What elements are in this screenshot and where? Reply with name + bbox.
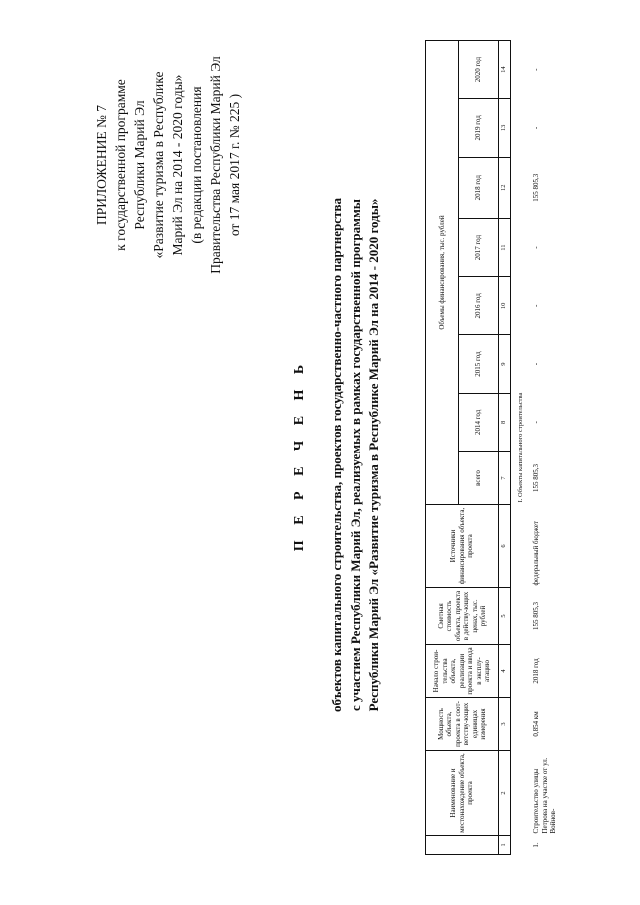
- appendix-line: к государственной программе: [113, 79, 128, 251]
- header-index: [426, 836, 499, 855]
- column-number: 1: [499, 836, 511, 855]
- section-row: [510, 41, 526, 855]
- row-year-value: -: [532, 304, 540, 308]
- header-total: всего: [459, 452, 499, 505]
- column-number: 13: [499, 99, 511, 157]
- header-capacity: Мощность объекта, проекта в соот-ветству-ющих единицах измерения: [426, 698, 499, 751]
- row-year-value: -: [532, 126, 540, 130]
- appendix-line: от 17 мая 2017 г. № 225 ): [227, 93, 242, 237]
- header-source: Источники финансирования объекта, проекта: [426, 505, 499, 588]
- column-number: 5: [499, 588, 511, 645]
- section-title: I. Объекты капитального строительства: [516, 392, 524, 503]
- header-year: 2014 год: [459, 393, 499, 451]
- column-number: 10: [499, 277, 511, 335]
- header-year: 2018 год: [459, 157, 499, 218]
- column-number: 4: [499, 645, 511, 698]
- header-year: 2019 год: [459, 99, 499, 157]
- column-number: 12: [499, 157, 511, 218]
- table-header-row: [426, 41, 459, 855]
- row-year-value: 155 805,3: [532, 173, 540, 202]
- appendix-line: Республики Марий Эл: [132, 100, 147, 230]
- column-number: 2: [499, 751, 511, 836]
- row-year-value: -: [532, 421, 540, 424]
- header-year: 2015 год: [459, 335, 499, 393]
- row-capacity: 0,854 км: [532, 711, 540, 737]
- row-cost: 155 805,3: [532, 602, 540, 630]
- header-funding: Объемы финансирования, тыс. рублей: [426, 41, 459, 505]
- subtitle-line: Республики Марий Эл «Развитие туризма в Республике Марий Эл на 2014 - 2020 годы»: [366, 198, 381, 712]
- row-year-value: -: [532, 362, 540, 366]
- subtitle-line: с участием Республики Марий Эл, реализуемых в рамках государственной программы: [347, 199, 363, 711]
- column-number: 3: [499, 698, 511, 751]
- row-year-value: -: [532, 246, 540, 249]
- row-name: Строительство улицы Петрова на участке от ул. Войнов-: [532, 757, 557, 834]
- column-number: 11: [499, 219, 511, 277]
- column-number: 7: [499, 452, 511, 505]
- appendix-line: Правительства Республики Марий Эл: [208, 56, 223, 274]
- header-year: 2016 год: [459, 277, 499, 335]
- appendix-line: «Развитие туризма в Республике: [151, 71, 166, 259]
- column-number-row: [499, 41, 511, 855]
- row-source: федеральный бюджет: [532, 521, 540, 586]
- document-title-block: [292, 125, 384, 785]
- row-start: 2018 год: [532, 658, 540, 684]
- appendix-line: (в редакции постановления: [189, 86, 204, 244]
- appendix-line: ПРИЛОЖЕНИЕ № 7: [94, 104, 109, 226]
- header-name: Наименование и местонахождение объекта, проекта: [426, 751, 499, 836]
- table-row: [526, 41, 559, 855]
- document-title: П Е Р Е Ч Е Н Ь: [292, 358, 307, 552]
- column-number: 9: [499, 335, 511, 393]
- row-total: 155 805,3: [532, 464, 540, 492]
- header-start: Начало строи-тельства объекта, реализации проекта и ввода в эксплу-атацию: [426, 645, 499, 698]
- objects-table: [425, 40, 559, 855]
- row-year-value: -: [532, 68, 540, 71]
- row-number: 1.: [532, 842, 540, 848]
- column-number: 6: [499, 505, 511, 588]
- appendix-line: Марий Эл на 2014 - 2020 годы»: [170, 74, 185, 256]
- header-year: 2017 год: [459, 219, 499, 277]
- header-cost: Сметная стоимость объекта, проекта в действу-ющих ценах, тыс. рублей: [426, 588, 499, 645]
- column-number: 14: [499, 41, 511, 99]
- subtitle-line: объектов капитального строительства, проектов государственно-частного партнерства: [329, 198, 344, 712]
- appendix-note: [92, 45, 244, 285]
- column-number: 8: [499, 393, 511, 451]
- header-year: 2020 год: [459, 41, 499, 99]
